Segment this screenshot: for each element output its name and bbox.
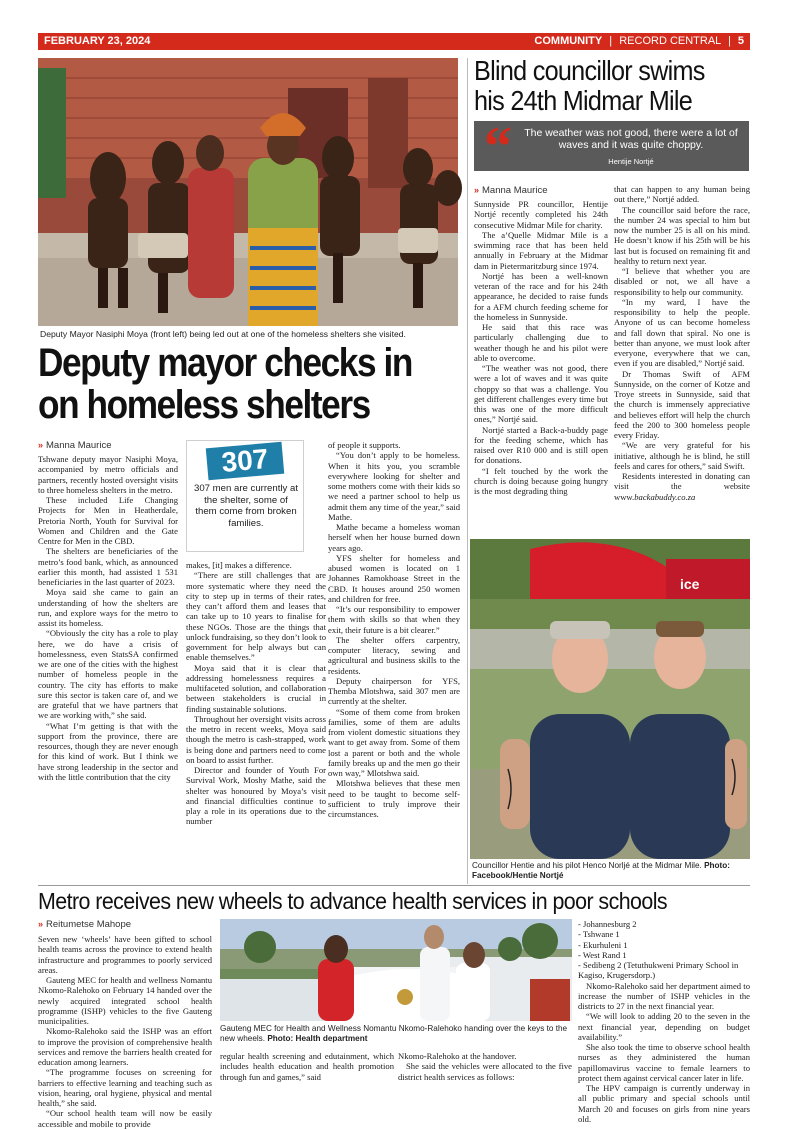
list-item: - Tshwane 1 [578, 929, 620, 940]
list-item: - West Rand 1 [578, 949, 627, 960]
midmar-rule [467, 58, 468, 884]
publication-name: RECORD CENTRAL [619, 35, 721, 47]
byline-chevron-icon: » [38, 440, 44, 450]
pull-quote-attribution: Hentije Nortjé [608, 157, 654, 166]
health-headline: Metro receives new wheels to advance health services in poor schools [38, 888, 668, 914]
health-col-3: Nkomo-Ralehoko at the handover. She said the vehicles were allocated to the five district health services as follows: [398, 1051, 572, 1082]
stat-text: 307 men are currently at the shelter, some of them come from broken families. [194, 483, 298, 529]
section-name: COMMUNITY [534, 35, 603, 47]
health-photo [220, 919, 572, 1021]
midmar-headline: Blind councillor swims his 24th Midmar Mile [474, 55, 705, 116]
byline-chevron-icon: » [474, 185, 480, 195]
health-col-4: - Johannesburg 2 - Tshwane 1 - Ekurhuleni 1 - West Rand 1 - Sedibeng 2 (Tetuthukweni Primary School in Kagiso, Krugersdorp.) Nkomo-Ralehoko said her department aimed to increase the number of ISHP vehicles in the districts to 27 in the next financial year. “We will look to adding 20 to the seven in the next financial year, depending on budget availability.” She also took the time to observe school health nurses as they administered the human papillomavirus vaccine to female learners to protect them against cervical cancer later in life. The HPV campaign is currently underway in all public primary and special schools until March 20 and focuses on girls from nine years old. [578, 919, 750, 1124]
health-col-2: regular health screening and edutainment, which includes health education and health promotion through fun and games,” said [220, 1051, 394, 1082]
health-photo-caption: Gauteng MEC for Health and Wellness Nomantu Nkomo-Ralehoko handing over the keys to the new wheels. Photo: Health department [220, 1024, 568, 1043]
issue-date: FEBRUARY 23, 2024 [44, 35, 151, 47]
quote-mark-icon: “ [484, 116, 512, 178]
health-byline: » Reitumetse Mahope [38, 919, 132, 930]
health-col-1: Seven new ‘wheels’ have been gifted to school health teams across the province to extend health infrastructure and programmes to poorly serviced areas. Gauteng MEC for health and wellness Nomantu Nkomo-Ralehoko on February 14 handed over the newly acquired integrated school health programme (ISHP) vehicles to the five Gauteng municipalities. Nkomo-Ralehoko said the ISHP was an effort to improve the provision of comprehensive health services and remove the barriers health created for education among learners. “The programme focuses on screening for barriers to effective learning and teaching such as vision, hearing, oral hygiene, physical and mental health,” she said. “Our school health team will now be easily accessible and mobile to provide [38, 934, 212, 1129]
midmar-byline: » Manna Maurice [474, 185, 548, 196]
midmar-photo-credit: Photo: Facebook/Hentie Nortjé [472, 861, 731, 880]
deputy-col-2: makes, [it] makes a difference. “There are still challenges that are more systematic where they need the city to step up in terms of their rates, they can’t afford them and leases that can take up to 10 years to finalise for these NGOs. Those are the things that unlock fundraising, so they don’t look to government for help always but can enable themselves.” Moya said that it is clear that addressing homelessness requires a multifaceted solution, and collaboration between stakeholders is crucial in finding sustainable solutions. Throughout her oversight visits across the metro in recent weeks, Moya said though the metro is cash-strapped, work is being done and partners need to come on board to assist further. Director and founder of Youth For Survival Work, Moshy Mathe, said the shelter was honoured by Moya’s visit and financial difficulties continue to play a role in its operations due to the number [186, 560, 326, 827]
deputy-col-3: of people it supports. “You don’t apply to be homeless. When it hits you, you scramble everywhere looking for shelter and some mothers come with their kids so we need a partner school to help us admit them any time of the year,” said Mathe. Mathe became a homeless woman herself when her house burned down years ago. YFS shelter for homeless and abused women is located on 1 Johannes Ramokhoase Street in the CBD. It houses around 250 women and children for free. “It’s our responsibility to empower them with skills so that when they exit, their future is a bit clearer.” The shelter offers carpentry, computer literacy, sewing and agricultural and business skills to the residents. Deputy chairperson for YFS, Themba Mlotshwa, said 307 men are currently at the shelter. “Some of them come from broken families, some of them are adults from violent domestic situations they want to get away from. Some of them lost a parent or both and the whole family breaks up and the men go their own way,” Mlotshwa said. Mlotshwa believes that these men need to be taught to become self-sufficient to truly improve their circumstances. [328, 440, 460, 819]
deputy-col-1: Tshwane deputy mayor Nasiphi Moya, accompanied by metro officials and partners, recently hosted oversight visits to three homeless shelters in the metro. These included Life Changing Projects for Men in Heatherdale, Pretoria North, Youth for Survival for Women and Children and the Gate Centre for Men in the CBD. The shelters are beneficiaries of the metro’s food bank, which, as announced earlier this month, had assisted 1 531 beneficiaries in the last quarter of 2023. Moya said she came to gain an understanding of how the shelters are run, and explore ways for the metro to assist its homeless. “Obviously the city has a role to play here, we do have a crisis of homelessness, even StatsSA confirmed we are one of the cities with the highest number of homeless people in the country. The city has efforts to make sure this sector is taken care of, and we are grateful that we have partners that we are working with,” she said. “What I’m getting is that with the support from the province, there are resources, though they are never enough for this kind of work. But I think we have strong leadership in the sector and with the little contribution that the city [38, 454, 178, 782]
list-item: - Sedibeng 2 (Tetuthukweni Primary School in Kagiso, Krugersdorp.) [578, 960, 739, 981]
midmar-photo-caption: Councillor Hentie and his pilot Henco Norljé at the Midmar Mile. Photo: Facebook/Hentie Nortjé [472, 861, 731, 880]
pull-quote-text: The weather was not good, there were a lot of waves and it was quite choppy. [524, 127, 738, 151]
header-bar [38, 33, 750, 50]
health-photo-credit: Photo: Health department [267, 1034, 368, 1043]
stat-number: 307 [206, 442, 284, 481]
midmar-col-2: that can happen to any human being out there,” Nortjé added. The councillor said before the race, the number 24 was special to him but now the number 25 is all on his mind. He doesn’t know if his 25th will be his last but is focused on remaining fit and healthy to return next year. “I believe that whether you are disabled or not, we all have a responsibility to help our community. “In my ward, I have the responsibility to help the people. Anyone of us can become homeless and fall down that spiral. No one is better than anyone, we must look after everyone, everywhere that we can, even if you are disabled,” Nortjé said. Dr Thomas Swift of AFM Sunnyside, on the corner of Kotze and Troye streets in Sunnyside, said that the church is immensely appreciative and believes effort will help the church feed the 200 to 300 homeless people every Friday. “We are very grateful for his initiative, although he is blind, he still feels and cares for others,” said Swift. Residents interested in donating can visit the website www.backabuddy.co.za [614, 184, 750, 502]
website-link[interactable]: backabuddy.co.za [634, 491, 696, 502]
deputy-photo [38, 58, 458, 326]
byline-chevron-icon: » [38, 919, 44, 929]
pull-quote-box [474, 116, 749, 178]
health-top-rule [38, 885, 750, 886]
deputy-byline: » Manna Maurice [38, 440, 112, 451]
section-label: COMMUNITY | RECORD CENTRAL | 5 [534, 35, 744, 47]
allocation-list [578, 919, 750, 981]
list-item: - Johannesburg 2 [578, 919, 637, 929]
deputy-photo-caption: Deputy Mayor Nasiphi Moya (front left) being led out at one of the homeless shelters she visited. [40, 329, 406, 339]
deputy-headline: Deputy mayor checks in on homeless shelters [38, 341, 412, 427]
midmar-photo [470, 539, 750, 859]
list-item: - Ekurhuleni 1 [578, 939, 628, 950]
midmar-col-1: Sunnyside PR councillor, Hentije Nortjé recently completed his 24th consecutive Midmar Mile for charity. The a’Quelle Midmar Mile is a swimming race that has been held annually in February at the Midmar dam in Pietermaritzburg since 1974. Nortjé has been a well-known veteran of the race and for his 24th appearance, he decided to raise funds for a AFM church feeding scheme for the homeless in Sunnyside. He said that this race was particularly challenging due to weather though he and his pilot were able to overcome. “The weather was not good, there were a lot of waves and it was quite choppy so that was a challenge. You get different challenges every time but this was one of the more difficult ones,” Nortjé said. Nortjé started a Back-a-buddy page for the feeding scheme, which has raised over R10 000 and is still open for donations. “I felt touched by the work the church is doing because going hungry is the most degrading thing [474, 199, 608, 496]
page-number: 5 [737, 35, 744, 47]
midmar-banner-text: ice [680, 576, 700, 592]
stat-box [186, 440, 304, 552]
